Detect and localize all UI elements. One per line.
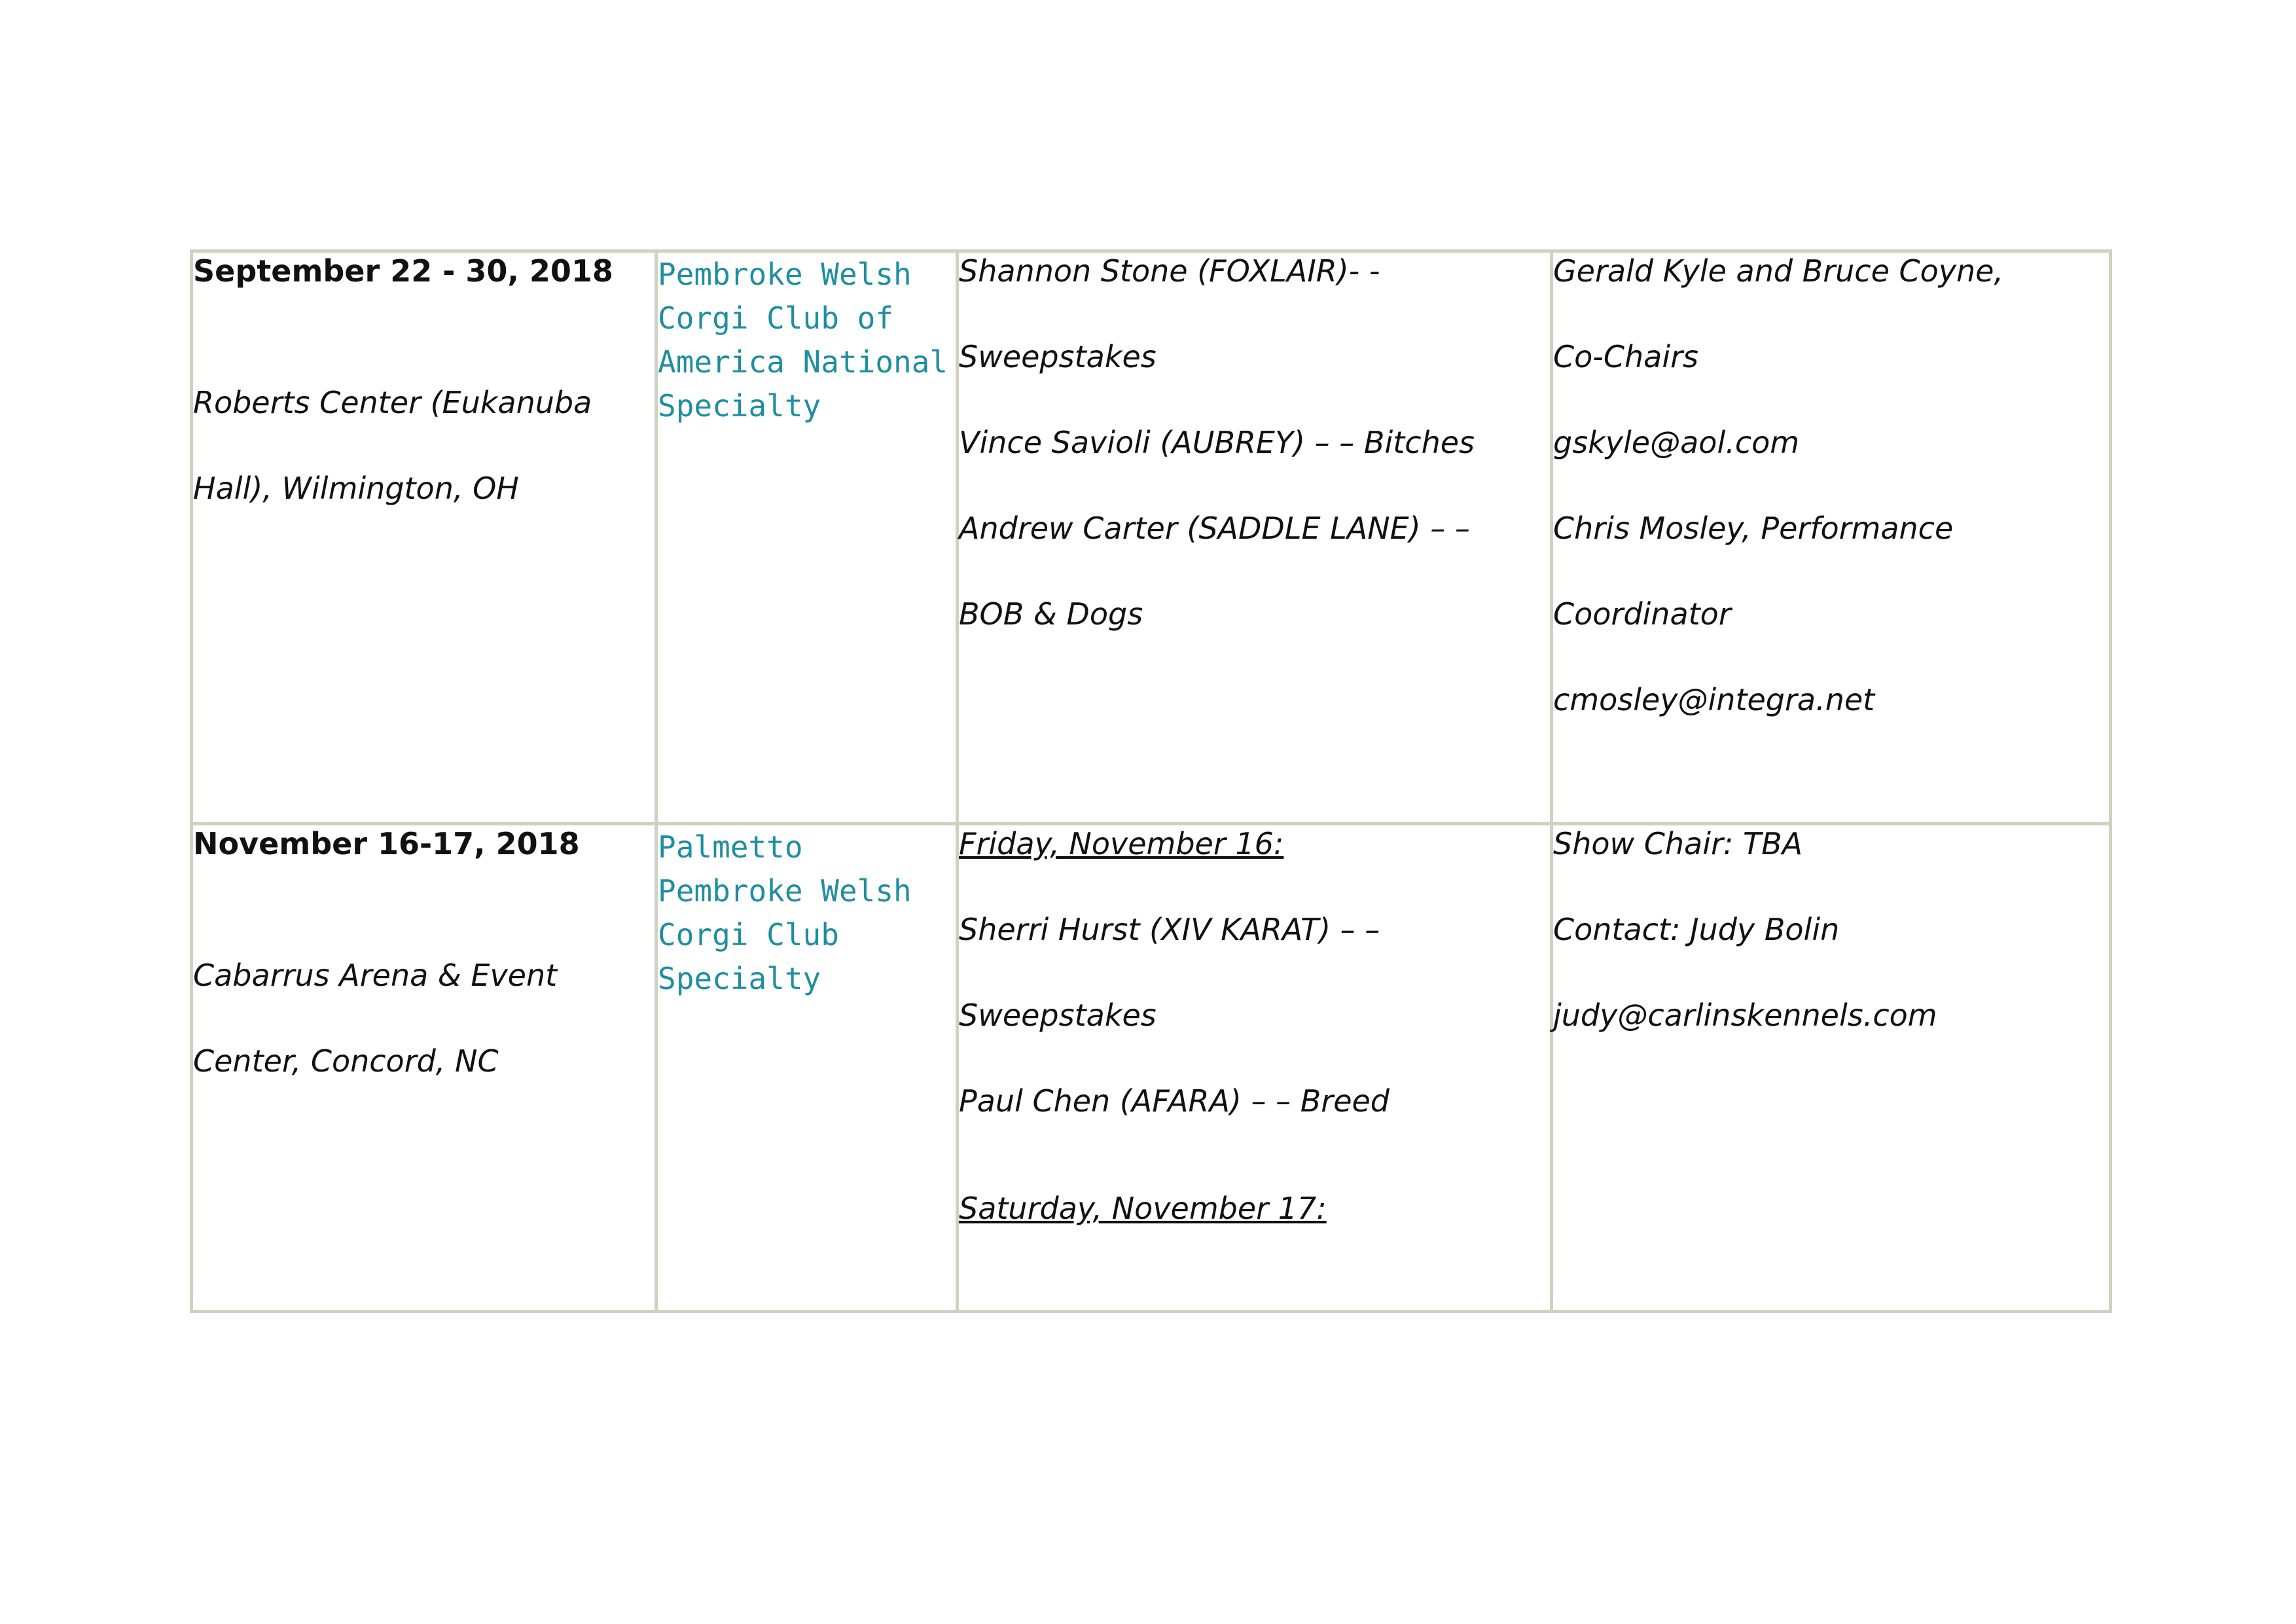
judge-line: Sweepstakes <box>959 339 1157 374</box>
contact-line: Gerald Kyle and Bruce Coyne, <box>1553 253 2004 289</box>
judges-cell <box>958 251 1552 824</box>
table-row <box>192 824 2111 1312</box>
contact-email: judy@carlinskennels.com <box>1553 998 1937 1033</box>
specialty-schedule-table <box>190 249 2112 1313</box>
venue-line: Roberts Center (Eukanuba <box>193 385 592 420</box>
event-date: November 16-17, 2018 <box>193 826 580 861</box>
judge-line: Sweepstakes <box>959 998 1157 1033</box>
judge-line: Andrew Carter (SADDLE LANE) – – <box>959 511 1470 546</box>
venue-line: Cabarrus Arena & Event <box>193 958 558 993</box>
judge-line: Shannon Stone (FOXLAIR)- - <box>959 253 1380 289</box>
contact-line: Show Chair: TBA <box>1553 826 1803 861</box>
judge-line: Paul Chen (AFARA) – – Breed <box>959 1083 1390 1119</box>
contact-email: cmosley@integra.net <box>1553 682 1875 717</box>
table-row <box>192 251 2111 824</box>
contacts-cell <box>1552 824 2111 1312</box>
date-venue-cell <box>192 251 656 824</box>
judge-line: Vince Savioli (AUBREY) – – Bitches <box>959 425 1475 460</box>
club-cell <box>656 824 958 1312</box>
contact-email: gskyle@aol.com <box>1553 425 1800 460</box>
contacts-cell <box>1552 251 2111 824</box>
contact-line: Chris Mosley, Performance <box>1553 511 1954 546</box>
club-cell <box>656 251 958 824</box>
judges-cell <box>958 824 1552 1312</box>
judge-line: BOB & Dogs <box>959 596 1143 632</box>
judge-line: Sherri Hurst (XIV KARAT) – – <box>959 912 1380 947</box>
venue-line: Center, Concord, NC <box>193 1043 499 1079</box>
event-date: September 22 - 30, 2018 <box>193 253 613 289</box>
date-venue-cell <box>192 824 656 1312</box>
club-name: Pembroke Welsh Corgi Club of America National Specialty <box>658 257 948 424</box>
club-name: Palmetto Pembroke Welsh Corgi Club Specialty <box>658 829 912 996</box>
day-heading: Friday, November 16: <box>959 826 1284 861</box>
contact-line: Co-Chairs <box>1553 339 1698 374</box>
day-heading: Saturday, November 17: <box>959 1191 1327 1226</box>
venue-line: Hall), Wilmington, OH <box>193 471 519 506</box>
contact-line: Contact: Judy Bolin <box>1553 912 1840 947</box>
contact-line: Coordinator <box>1553 596 1731 632</box>
